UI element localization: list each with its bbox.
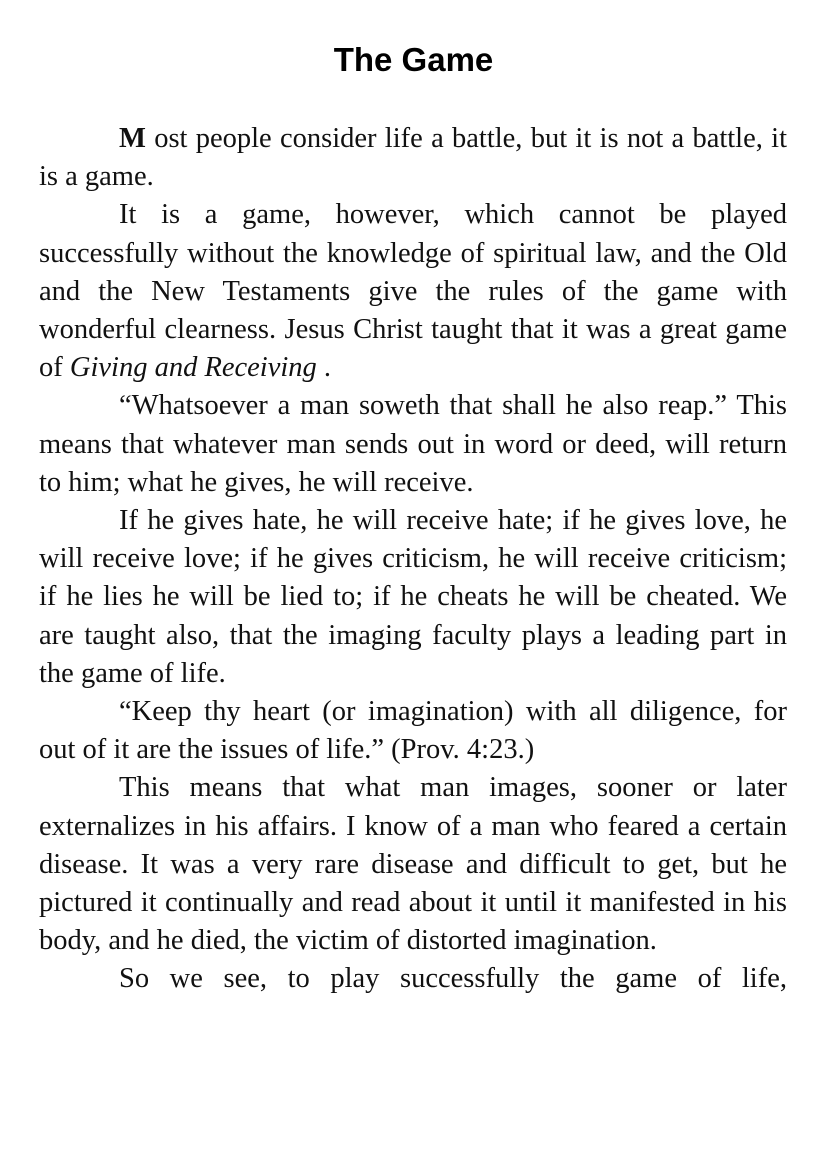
paragraph-2-text: It is a game, however, which cannot be played successfully without the knowledge of spiritual law, and the Old and the New Testaments give the rules of the game with wonderful clearness. Jesus Christ taught that it was a great game of	[39, 199, 787, 384]
drop-initial: M	[119, 123, 146, 154]
chapter-title: The Game	[333, 41, 494, 78]
paragraph-4: If he gives hate, he will receive hate; if he gives love, he will receive love; if he gives criticism, he will receive criticism; if he lies he will be lied to; if he cheats he will be cheated. We are taught also, that the imaging faculty plays a leading part in the game of life.	[39, 505, 787, 689]
paragraph-2-after: .	[316, 352, 332, 384]
paragraph-3: “Whatsoever a man soweth that shall he also reap.” This means that whatever man sends out in word or deed, will return to him; what he gives, he will receive.	[39, 390, 787, 498]
paragraph-2-emphasis: Giving and Receiving	[69, 352, 317, 384]
paragraph-6: This means that what man images, sooner or later externalizes in his affairs. I know of a man who feared a certain disease. It was a very rare disease and difficult to get, but he pictured it continually and read about it until it manifested in his body, and he died, the victim of distorted imagination.	[39, 772, 787, 957]
paragraph-2	[39, 196, 787, 387]
chapter-body	[39, 120, 787, 999]
paragraph-5: “Keep thy heart (or imagination) with all diligence, for out of it are the issues of life.” (Prov. 4:23.)	[39, 696, 787, 766]
paragraph-7: So we see, to play successfully the game of life,	[119, 963, 787, 995]
paragraph-1-text: ost people consider life a battle, but it is not a battle, it is a game.	[39, 123, 787, 193]
paragraph-1	[39, 120, 787, 196]
